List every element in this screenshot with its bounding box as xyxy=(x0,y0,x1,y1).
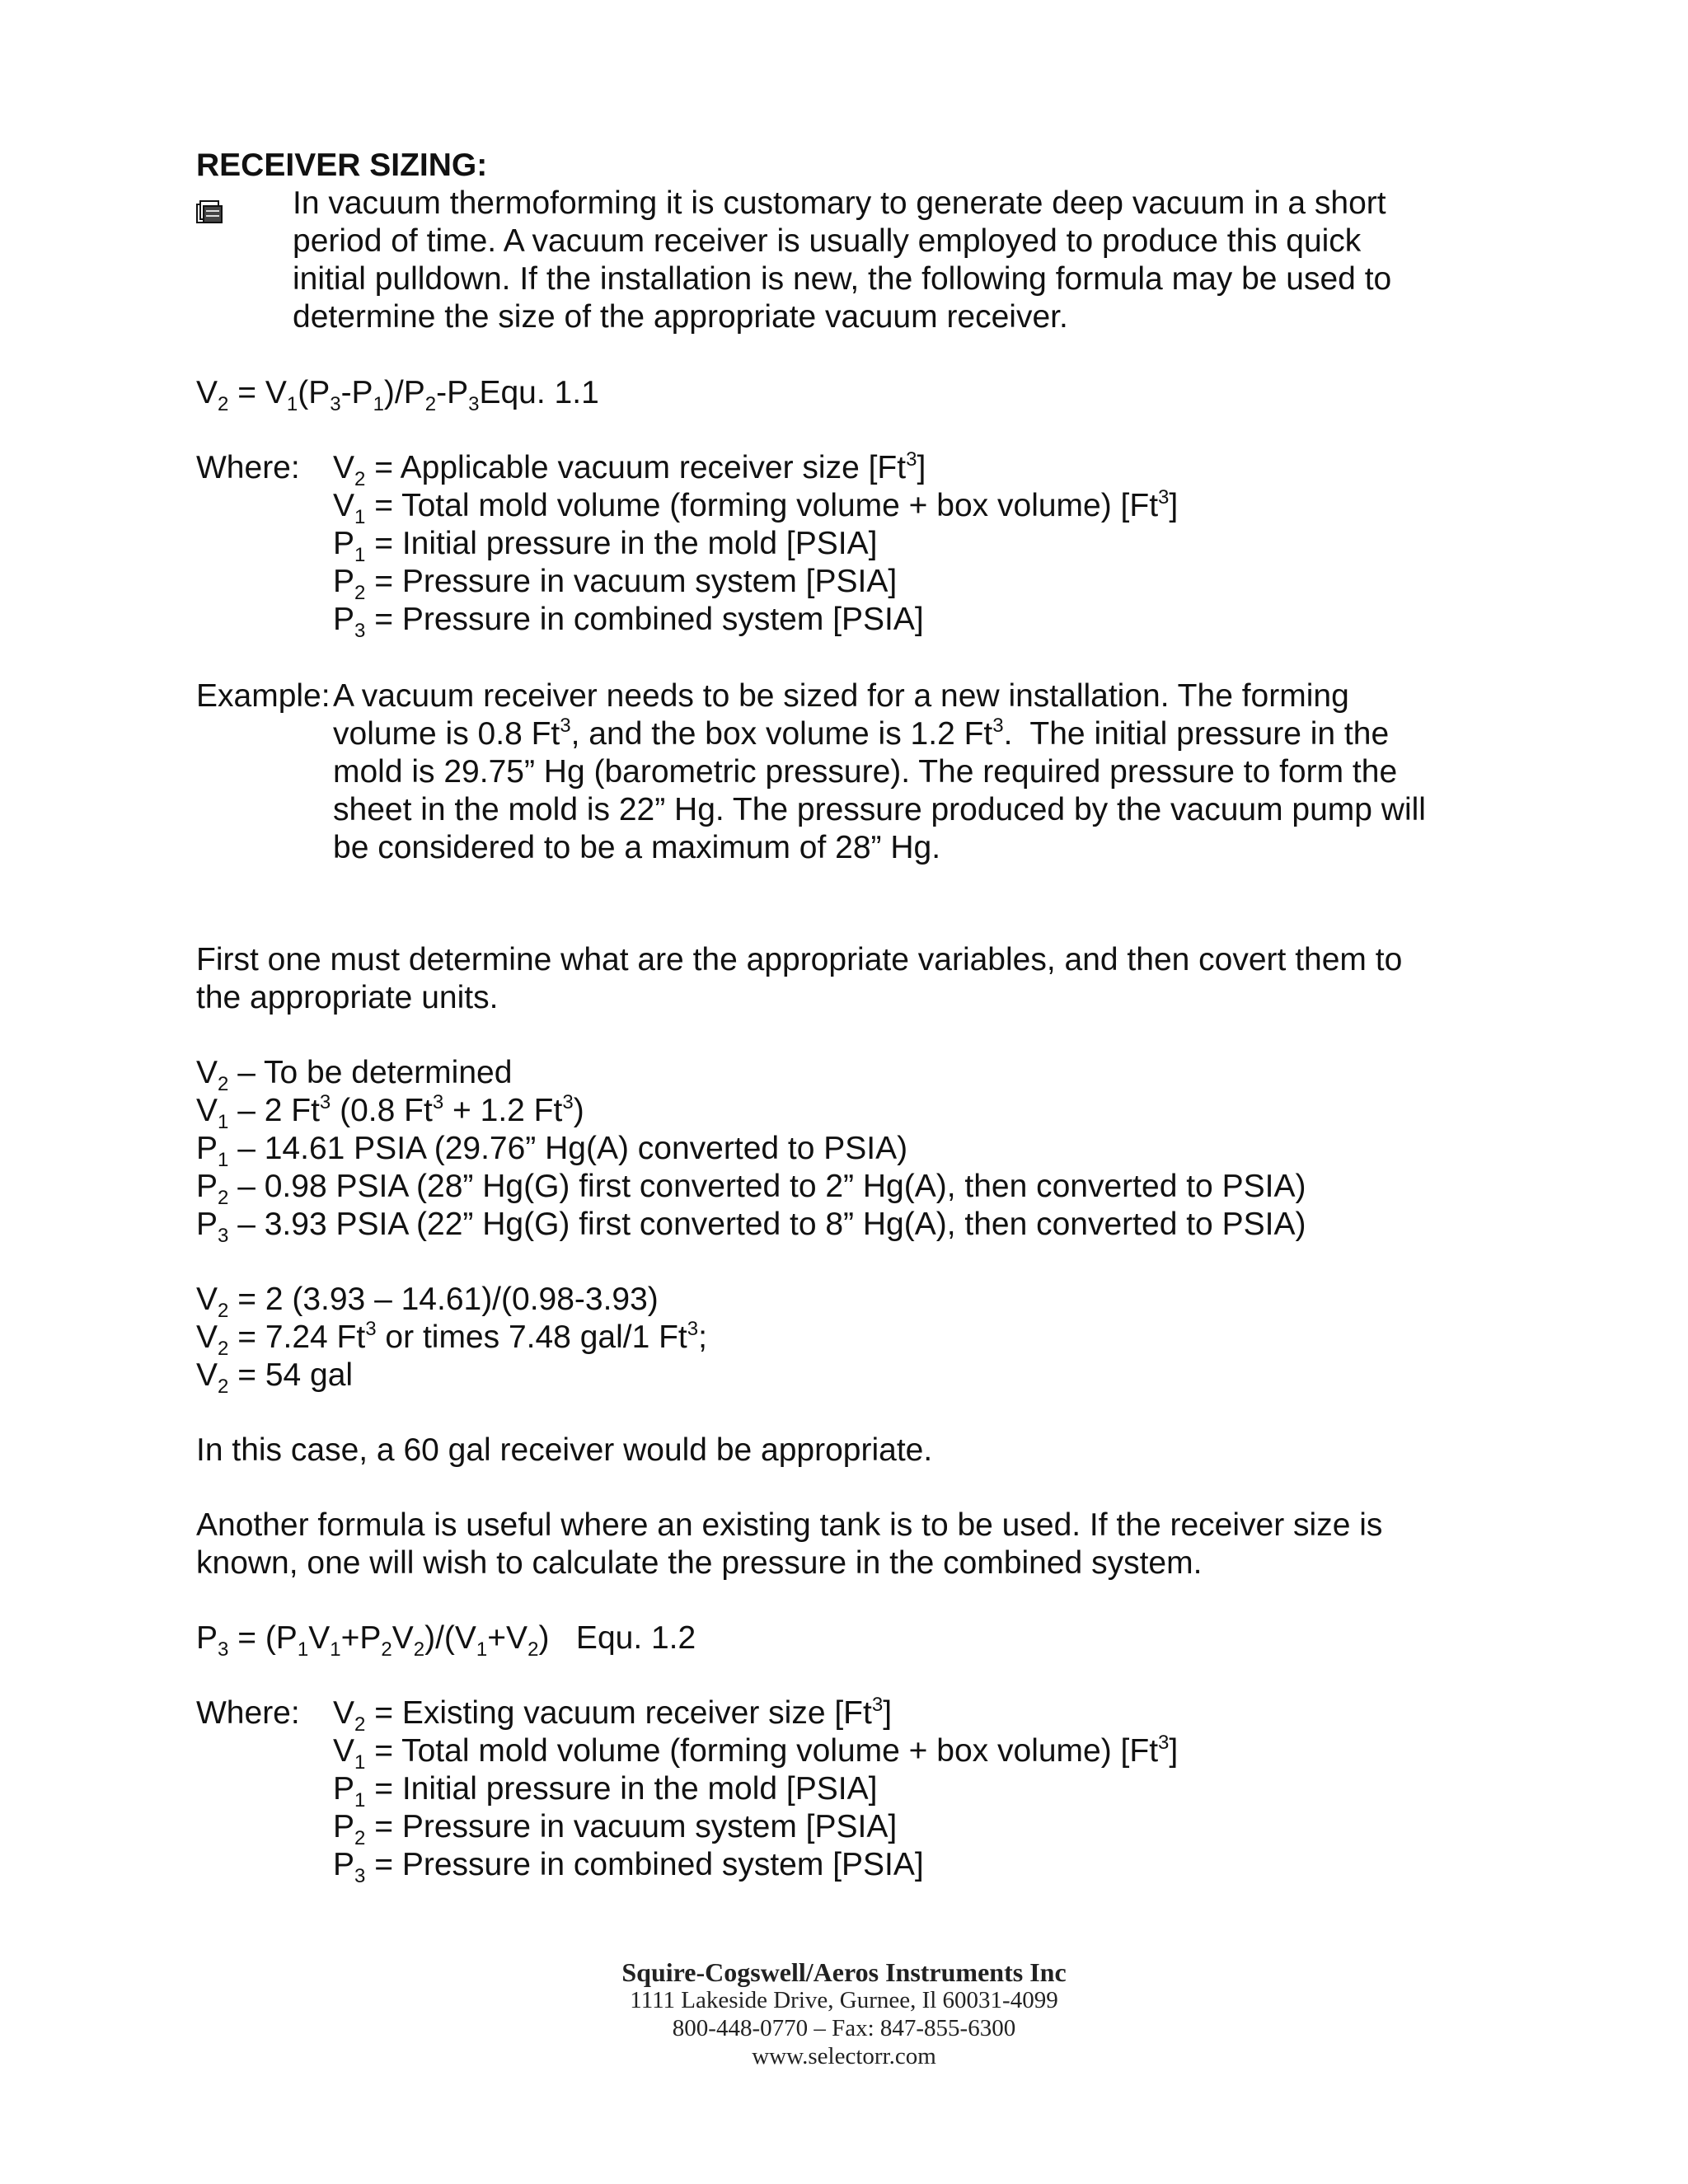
definition-p1: $P_1$ = Initial pressure in the mold [PSIA] xyxy=(333,526,878,566)
paragraph-line: known, one will wish to calculate the pressure in the combined system. xyxy=(196,1545,1203,1581)
conclusion: In this case, a 60 gal receiver would be appropriate. xyxy=(196,1432,933,1468)
footer-phone: 800-448-0770 – Fax: 847-855-6300 xyxy=(672,2015,1016,2041)
intro-line: In vacuum thermoforming it is customary to generate deep vacuum in a short xyxy=(293,185,1386,221)
example-line: sheet in the mold is 22” Hg. The pressure produced by the vacuum pump will xyxy=(333,792,1426,827)
square-bullet-icon xyxy=(195,198,223,226)
example-line: A vacuum receiver needs to be sized for a new installation. The forming xyxy=(333,678,1349,714)
variable-p1: $P_1 - 14.61$ PSIA (29.76” Hg(A) converted to PSIA) xyxy=(196,1131,908,1171)
intro-line: period of time. A vacuum receiver is usually employed to produce this quick xyxy=(293,223,1362,259)
definition-v2: $V_2$ = Existing vacuum receiver size [Ft$^3$] xyxy=(333,1694,893,1736)
variable-v1: $V_1 - 2$ Ft$^3$ (0.8 $Ft^3 + 1.2$ Ft$^3$) xyxy=(196,1091,584,1133)
example-line: volume is 0.8 Ft$^3$, and the box volume is 1.2 Ft$^3$. The initial pressure in the xyxy=(333,715,1390,752)
example-label: Example: xyxy=(196,678,331,714)
footer-address: 1111 Lakeside Drive, Gurnee, Il 60031-4099 xyxy=(630,1987,1058,2013)
paragraph-line: Another formula is useful where an existing tank is to be used. If the receiver size is xyxy=(196,1507,1383,1543)
variable-p3: $P_3 - 3.93$ PSIA (22” Hg(G) first converted to 8” Hg(A), then converted to PSIA) xyxy=(196,1207,1306,1247)
equation-1-1: $V_2 = V_1(P_3-P_1)/P_2-P_3Equ$. 1.1 xyxy=(196,375,599,415)
paragraph-line: the appropriate units. xyxy=(196,980,499,1015)
definition-v1: $V_1$ = Total mold volume (forming volume + box volume) [Ft$^3$] xyxy=(333,1732,1179,1774)
paragraph-line: First one must determine what are the appropriate variables, and then covert them to xyxy=(196,942,1403,977)
example-line: mold is 29.75” Hg (barometric pressure). The required pressure to form the xyxy=(333,754,1398,790)
definition-p2: $P_2$ = Pressure in vacuum system [PSIA] xyxy=(333,1809,898,1849)
calc-line: $V_2 = 2$ (3.93 – 14.61)/(0.98-3.93) xyxy=(196,1282,659,1322)
footer-company: Squire-Cogswell/Aeros Instruments Inc xyxy=(621,1957,1067,1987)
definition-v1: $V_1$ = Total mold volume (forming volume + box volume) [Ft$^3$] xyxy=(333,486,1179,528)
equation-1-2: $P_3 = (P_1V_1+P_2V_2)/(V_1+V_2)$ Equ. 1.2 xyxy=(196,1620,696,1661)
definition-v2: $V_2$ = Applicable vacuum receiver size [Ft$^3$] xyxy=(333,448,926,490)
definition-p3: $P_3$ = Pressure in combined system [PSIA] xyxy=(333,1847,924,1887)
calc-line: $V_2 = 54$ gal xyxy=(196,1357,354,1398)
example-line: be considered to be a maximum of 28” Hg. xyxy=(333,830,941,865)
intro-line: initial pulldown. If the installation is new, the following formula may be used to xyxy=(293,261,1392,297)
calc-line: $V_2 = 7.24$ Ft$^3$ or times 7.48 gal/1 Ft$^3$; xyxy=(196,1318,707,1360)
where-label: Where: xyxy=(196,1695,300,1731)
definition-p1: $P_1$ = Initial pressure in the mold [PSIA] xyxy=(333,1771,878,1811)
section-title: RECEIVER SIZING: xyxy=(196,148,488,183)
definition-p3: $P_3$ = Pressure in combined system [PSIA] xyxy=(333,602,924,642)
definition-p2: $P_2$ = Pressure in vacuum system [PSIA] xyxy=(333,564,898,604)
variable-v2: $V_2$ – To be determined xyxy=(196,1055,513,1095)
intro-line: determine the size of the appropriate vacuum receiver. xyxy=(293,299,1068,335)
variable-p2: $P_2 - 0.98$ PSIA (28” Hg(G) first converted to 2” Hg(A), then converted to PSIA) xyxy=(196,1169,1306,1209)
footer-website[interactable]: www.selectorr.com xyxy=(752,2043,936,2069)
where-label: Where: xyxy=(196,450,300,485)
